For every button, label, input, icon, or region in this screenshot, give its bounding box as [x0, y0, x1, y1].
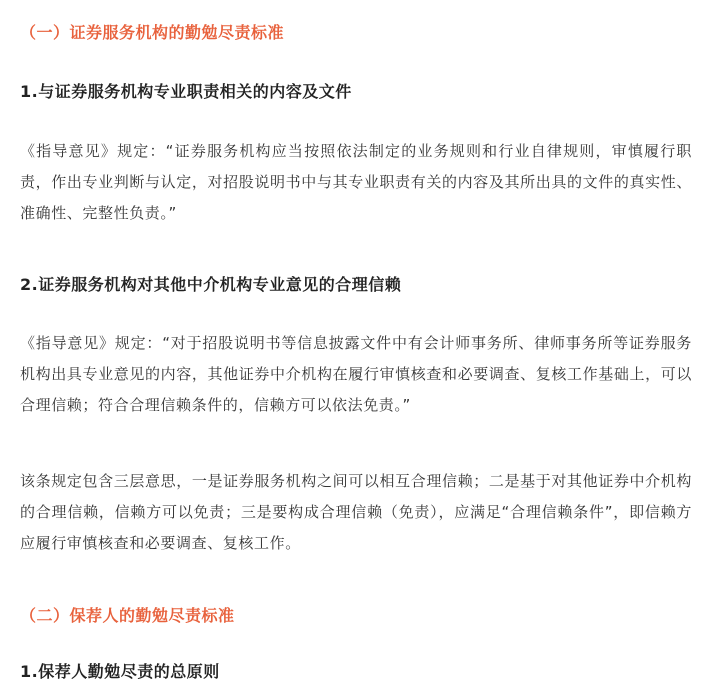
section-heading-service-institutions: （一）证券服务机构的勤勉尽责标准 [20, 23, 285, 42]
paragraph-guidance-reliance: 《指导意见》规定：“对于招股说明书等信息披露文件中有会计师事务所、律师事务所等证券服务机构出具专业意见的内容，其他证券中介机构在履行审慎核查和必要调查、复核工作基础上，可以合理信赖；符合合理信赖条件的，信赖方可以依法免责。” [20, 334, 692, 414]
section-heading-sponsor: （二）保荐人的勤勉尽责标准 [20, 606, 235, 625]
subheading-professional-duties: 1.与证券服务机构专业职责相关的内容及文件 [20, 82, 352, 101]
paragraph-guidance-duties: 《指导意见》规定：“证券服务机构应当按照依法制定的业务规则和行业自律规则，审慎履行职责，作出专业判断与认定，对招股说明书中与其专业职责有关的内容及其所出具的文件的真实性、准确性、完整性负责。” [20, 142, 692, 222]
subheading-reasonable-reliance: 2.证券服务机构对其他中介机构专业意见的合理信赖 [20, 275, 402, 294]
paragraph-three-meanings: 该条规定包含三层意思，一是证券服务机构之间可以相互合理信赖；二是基于对其他证券中介机构的合理信赖，信赖方可以免责；三是要构成合理信赖（免责），应满足“合理信赖条件”，即信赖方应履行审慎核查和必要调查、复核工作。 [20, 472, 692, 552]
subheading-sponsor-principle: 1.保荐人勤勉尽责的总原则 [20, 662, 220, 681]
